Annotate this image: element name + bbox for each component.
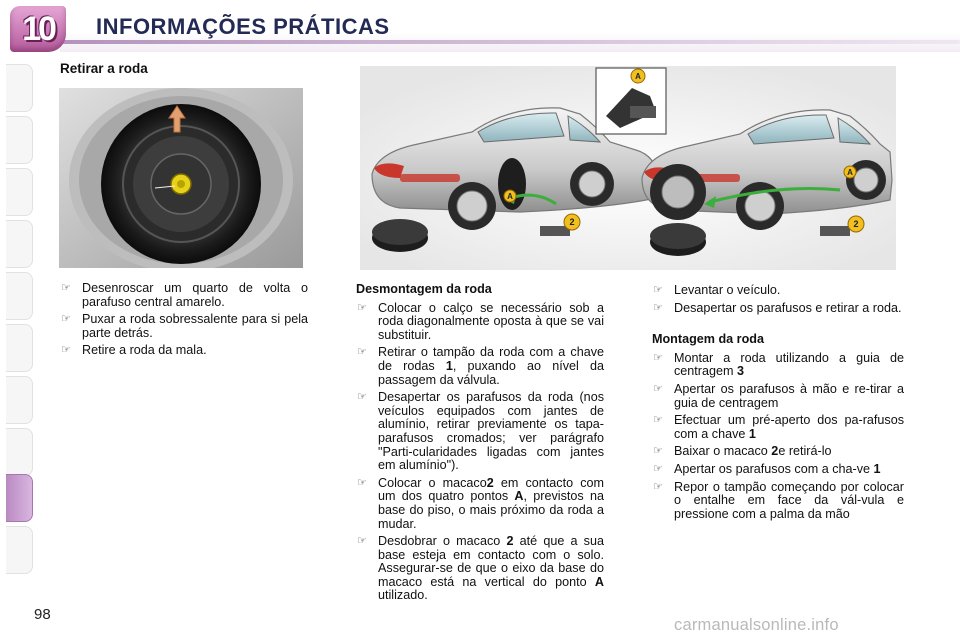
list-item [652,383,904,410]
list-item [652,463,904,477]
list-item [60,313,308,340]
hand-pointer-icon: ☞ [357,301,367,314]
hand-pointer-icon: ☞ [61,282,71,294]
list-item [652,445,904,459]
list-item-text: 2 [506,534,514,549]
dismount-heading: Desmontagem da roda [356,282,492,296]
left-instructions [60,282,308,358]
chapter-tab-active[interactable] [6,474,33,522]
list-item-text: A [594,574,604,589]
header-rule [60,40,960,44]
illustration-label: A [847,168,853,177]
left-column [60,282,308,362]
chapter-number: 10 [22,10,54,48]
chapter-tab[interactable] [6,116,33,164]
spare-wheel-photo [59,88,303,268]
list-item [652,352,904,379]
chapter-tab[interactable] [6,376,33,424]
hand-pointer-icon: ☞ [357,391,367,404]
illustration-label: 2 [569,217,575,227]
list-item [356,391,604,473]
dismount-instructions [356,302,604,603]
illustration-label: 2 [853,219,859,229]
list-item-text: , previstos na base do piso, o mais próximo da roda a mudar. [378,489,604,531]
hand-pointer-icon: ☞ [653,351,663,364]
list-item-text: 2 [486,475,494,490]
hand-pointer-icon: ☞ [653,301,663,314]
chapter-tab[interactable] [6,324,33,372]
list-item-text: Desenroscar um quarto de volta o parafuso central amarelo. [82,281,308,309]
wheel-change-illustration [360,66,896,270]
list-item-text: Efectuar um pré-aperto dos pa-rafusos com a chave [674,413,904,441]
hand-pointer-icon: ☞ [61,344,71,357]
list-item-text: 1 [873,461,881,476]
list-item-text: Puxar a roda sobressalente para si pela parte detrás. [82,312,308,340]
chapter-tabs [0,64,34,576]
list-item-text: e retirá-lo [778,444,832,459]
list-item-text: Retirar o tampão da roda com a chave de rodas [378,345,604,373]
list-item-text: Baixar o macaco [674,444,772,459]
watermark: carmanualsonline.info [674,616,839,634]
hand-pointer-icon: ☞ [653,284,663,296]
list-item [356,535,604,603]
hand-pointer-icon: ☞ [653,382,663,395]
list-item-text: Montar a roda utilizando a guia de centragem [674,350,904,379]
hand-pointer-icon: ☞ [357,476,367,489]
page-number: 98 [34,606,51,623]
list-item-text: até que a sua base esteja em contacto com o solo. Assegurar-se de que o eixo da base do macaco está na vertical do ponto [378,534,604,589]
right-column [652,284,904,525]
list-item-text: Retire a roda da mala. [82,343,207,358]
list-item-text: 1 [445,358,453,373]
illustration-label: A [635,72,641,81]
chapter-tab[interactable] [6,272,33,320]
list-item-text: Desapertar os parafusos e retirar a roda. [674,300,902,315]
list-item-text: Apertar os parafusos à mão e re-tirar a guia de centragem [674,381,904,410]
chapter-tab[interactable] [6,526,33,574]
list-item [356,302,604,343]
list-item-text: A [514,489,524,504]
lift-instructions [652,284,904,315]
hand-pointer-icon: ☞ [653,445,663,458]
list-item [652,284,904,298]
list-item-text: em contacto com um dos quatro pontos [378,475,604,504]
hand-pointer-icon: ☞ [61,313,71,326]
mount-instructions [652,352,904,522]
hand-pointer-icon: ☞ [357,346,367,359]
list-item [652,481,904,522]
list-item-text: Levantar o veículo. [674,283,781,297]
list-item-text: Desdobrar o macaco [378,534,507,549]
hand-pointer-icon: ☞ [653,462,663,475]
list-item [356,477,604,531]
chapter-tab[interactable] [6,64,33,112]
page-title: INFORMAÇÕES PRÁTICAS [96,14,390,39]
list-item [60,344,308,358]
middle-column [356,283,604,607]
list-item-text: 1 [748,426,756,441]
chapter-tab[interactable] [6,220,33,268]
list-item-text: Colocar o calço se necessário sob a roda diagonalmente oposta à que se vai substituir. [378,300,604,342]
list-item-text: , puxando ao nível da passagem da válvula. [378,358,604,387]
mount-heading: Montagem da roda [652,332,764,347]
list-item-text: 3 [737,364,745,379]
hand-pointer-icon: ☞ [653,480,663,493]
chapter-tab[interactable] [6,168,33,216]
list-item-text: Colocar o macaco [378,475,487,490]
list-item-text: Repor o tampão começando por colocar o entalhe em face da vál-vula e pressione com a palma da mão [674,479,904,521]
list-item [60,282,308,309]
list-item-text: utilizado. [378,588,428,603]
section-title: Retirar a roda [60,61,148,76]
list-item-text: Apertar os parafusos com a cha-ve [674,461,874,476]
illustration-label: A [507,192,513,201]
list-item [652,302,904,316]
chapter-tab[interactable] [6,428,33,476]
list-item-text: Desapertar os parafusos da roda (nos veículos equipados com jantes de alumínio, retirar previamente os tapa-parafusos cromados; ver parágrafo "Parti-cularidades ligadas com jantes em alumínio"). [378,390,604,473]
list-item [356,346,604,387]
hand-pointer-icon: ☞ [653,414,663,427]
hand-pointer-icon: ☞ [357,535,367,548]
list-item-text: 2 [771,444,779,459]
list-item [652,414,904,441]
